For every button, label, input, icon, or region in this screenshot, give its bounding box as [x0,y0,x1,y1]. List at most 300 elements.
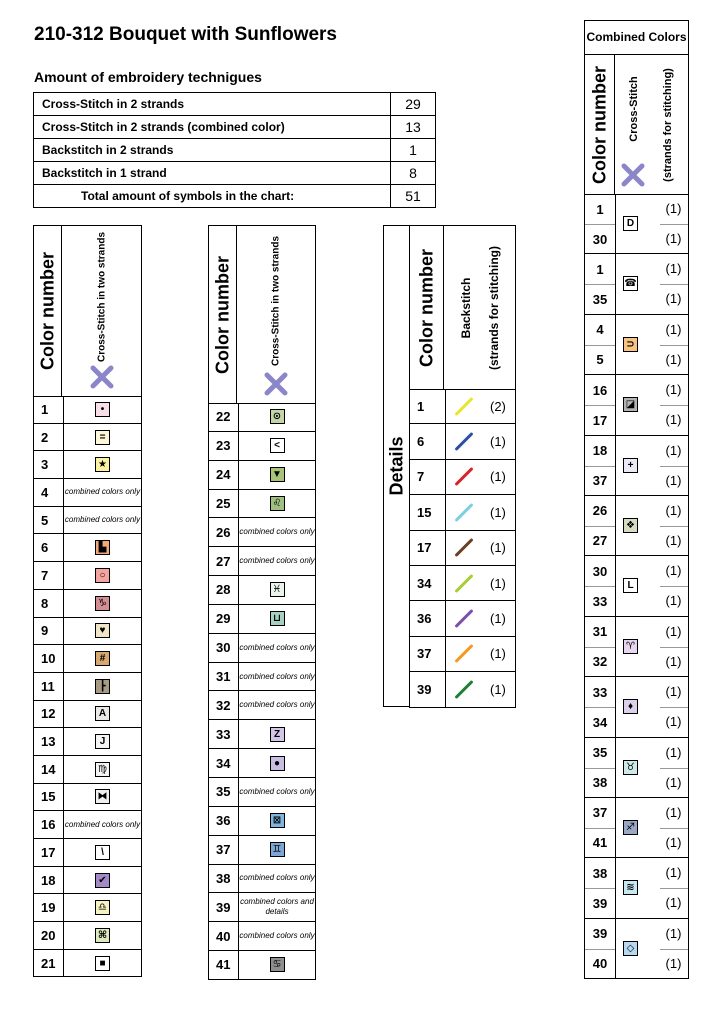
symbol-cell [238,432,315,460]
color-number: 35 [592,745,608,761]
table-row [208,461,316,490]
strand-count: (1) [665,804,682,820]
table-row [33,728,142,756]
table-row [208,807,316,836]
table-row [33,645,142,673]
color-number: 40 [592,956,608,972]
backstitch-cell [445,389,515,423]
backstitch-line-icon [454,538,473,557]
symbol-cell [63,424,141,451]
table-row [208,432,316,461]
symbol-cell [238,663,315,691]
combined-colors-header [584,20,689,55]
combined-colors-label: Combined Colors [586,30,687,44]
symbol-cell [63,534,141,561]
stitch-symbol-icon: ♊ [270,842,285,857]
symbol-cell [63,922,141,949]
backstitch-row [409,566,516,601]
cross-stitch-two-label: Cross-Stitch in two strands [270,235,282,366]
combined-row [584,436,689,496]
table-row [33,451,142,479]
backstitch-row [409,637,516,672]
color-number: 18 [592,443,608,459]
stitch-symbol-icon: J [95,734,110,749]
summary-label: Cross-Stitch in 2 strands [34,93,391,116]
strand-count: (1) [665,532,682,548]
stitch-symbol-icon: ♈ [623,639,638,654]
color-number: 15 [41,789,56,805]
backstitch-sub-label: (strands for stitching) [486,245,501,370]
stitch-symbol-icon: < [270,438,285,453]
symbol-cell [238,922,315,950]
symbol-cell [63,562,141,589]
stitch-symbol-icon: ♉ [623,760,638,775]
combined-note: combined colors only [239,873,315,883]
strand-count: (1) [665,714,682,730]
table1-stitch-header [61,225,142,397]
table-row [208,836,316,865]
color-number: 15 [417,504,432,520]
symbol-cell [63,645,141,672]
table2-color-number-header [208,225,237,404]
color-number: 17 [592,412,608,428]
symbol-cell [63,590,141,617]
strand-count: (1) [665,955,682,971]
backstitch-line-icon [454,467,473,486]
strand-count: (1) [665,744,682,760]
color-number: 24 [216,467,231,483]
color-number: 11 [41,678,55,694]
backstitch-line-icon [454,432,473,451]
table-row [33,396,142,424]
color-number: 14 [41,761,56,777]
color-number: 37 [216,842,231,858]
color-number: 25 [216,495,231,511]
stitch-symbol-icon: ♌ [270,496,285,511]
color-number: 33 [216,726,231,742]
table-row [33,950,142,978]
color-number-label: Color number [589,65,609,184]
color-number: 1 [417,398,425,414]
table1-rows [33,396,142,977]
stitch-symbol-icon: ◪ [623,397,638,412]
symbol-cell [63,507,141,534]
stitch-symbol-icon: ♦ [623,699,638,714]
summary-total-label: Total amount of symbols in the chart: [34,185,391,208]
table-row [33,424,142,452]
color-number: 17 [41,844,56,860]
color-number: 16 [592,382,608,398]
color-number: 4 [41,484,49,500]
table-row [33,479,142,507]
stitch-symbol-icon: ♥ [95,623,110,638]
color-number-label: Color number [37,251,57,371]
backstitch-row [409,495,516,530]
details-label: Details [386,436,406,496]
table-row [208,518,316,547]
strand-count: (1) [665,834,682,850]
stitch-symbol-icon: = [95,430,110,445]
combined-stitch-header [614,54,689,195]
table-row [208,951,316,980]
color-number: 38 [592,775,608,791]
strand-count: (1) [665,623,682,639]
summary-total-value: 51 [391,185,436,208]
strand-count: (1) [665,412,682,428]
stitch-symbol-icon: Z [270,727,285,742]
combined-row [584,919,689,979]
color-number: 27 [216,553,231,569]
details-header [383,225,410,707]
backstitch-line-icon [454,644,473,663]
symbol-cell [238,807,315,835]
strand-count: (1) [665,684,682,700]
symbol-cell [63,396,141,423]
strand-count: (1) [665,472,682,488]
techniques-subtitle: Amount of embroidery technigues [34,69,262,85]
color-number: 31 [216,669,231,685]
color-number: 12 [41,706,56,722]
stitch-symbol-icon: • [95,402,110,417]
symbol-cell [63,811,141,838]
combined-row [584,798,689,858]
backstitch-row [409,460,516,495]
color-number: 5 [41,512,49,528]
combined-row [584,858,689,918]
symbol-cell [238,893,315,921]
table-row [33,784,142,812]
table-row [208,778,316,807]
combined-note: combined colors only [239,931,315,941]
table-row [208,865,316,894]
strand-count: (1) [665,774,682,790]
symbol-cell [238,576,315,604]
color-number: 17 [417,540,432,556]
backstitch-cell [445,637,515,671]
table-row [208,547,316,576]
summary-row [34,139,436,162]
symbol-cell [63,673,141,700]
color-number: 39 [592,926,608,942]
table-row [208,605,316,634]
table-row [33,839,142,867]
backstitch-cell [445,672,515,706]
strand-count: (1) [665,231,682,246]
stitch-symbol-icon: ▼ [270,467,285,482]
strand-count: (1) [665,593,682,609]
color-number: 10 [41,651,56,667]
symbol-cell [238,836,315,864]
symbol-cell [63,701,141,728]
backstitch-rows [409,389,516,708]
strand-count: (1) [665,201,682,216]
stitch-symbol-icon: ♋ [270,957,285,972]
color-number: 35 [592,291,608,307]
color-number: 34 [592,714,608,730]
color-number: 37 [592,805,608,821]
strand-count: (1) [490,611,506,627]
table-row [33,894,142,922]
strand-count: (1) [490,646,506,662]
stitch-symbol-icon: ⊃ [623,337,638,352]
cross-stitch-two-label: Cross-Stitch in two strands [96,231,107,363]
color-number: 39 [216,899,231,915]
table-row [208,490,316,519]
stitch-symbol-icon: ⊠ [270,813,285,828]
color-number: 1 [596,201,604,217]
table2-stitch-header [236,225,316,404]
color-number: 6 [417,434,425,450]
color-number: 4 [596,322,604,338]
combined-note: combined colors only [239,642,315,652]
color-number: 7 [41,567,49,583]
summary-label: Backstitch in 2 strands [34,139,391,162]
symbol-cell [238,461,315,489]
color-number: 16 [41,817,56,833]
combined-row [584,556,689,616]
backstitch-cell [445,495,515,529]
color-number: 18 [41,872,56,888]
color-number: 40 [216,928,231,944]
strand-count: (1) [490,540,506,556]
cross-stitch-icon [620,162,646,188]
summary-value: 13 [391,116,436,139]
summary-value: 1 [391,139,436,162]
stitch-symbol-icon: ⊔ [270,611,285,626]
stitch-symbol-icon: ⧓ [95,789,110,804]
combined-row [584,254,689,314]
color-number: 1 [596,261,604,277]
strand-count: (1) [665,865,682,881]
summary-row [34,116,436,139]
color-number: 37 [417,646,432,662]
cross-stitch-icon [263,371,289,397]
symbol-cell [238,951,315,979]
strand-count: (1) [665,653,682,669]
table-row [33,507,142,535]
color-number: 35 [216,784,231,800]
stitch-symbol-icon: ★ [95,457,110,472]
backstitch-line-icon [454,680,473,699]
strand-count: (1) [665,291,682,307]
combined-note: combined colors only [239,671,315,681]
summary-row [34,162,436,185]
color-number: 33 [592,593,608,609]
combined-note: combined colors only [64,515,141,525]
stitch-symbol-icon: ◇ [623,941,638,956]
color-number: 22 [216,409,231,425]
cross-stitch-sub-label: (strands for stitching) [661,67,674,182]
color-number: 38 [592,865,608,881]
color-number: 36 [417,611,432,627]
backstitch-cell [445,601,515,635]
combined-row [584,738,689,798]
symbol-cell [238,749,315,777]
backstitch-color-number-header [409,225,444,390]
color-number: 26 [592,503,608,519]
color-number: 8 [41,595,49,611]
backstitch-row [409,531,516,566]
combined-row [584,496,689,556]
strand-count: (2) [490,398,506,414]
stitch-symbol-icon: ✔ [95,873,110,888]
symbol-cell [238,605,315,633]
backstitch-cell [445,460,515,494]
color-number: 7 [417,469,425,485]
color-number: 29 [216,611,231,627]
symbol-cell [63,839,141,866]
symbol-cell [63,728,141,755]
color-number: 27 [592,533,608,549]
stitch-symbol-icon: ♑ [95,596,110,611]
color-number: 21 [41,955,56,971]
color-number: 32 [592,654,608,670]
combined-note: combined colors only [64,819,141,829]
symbol-cell [238,865,315,893]
stitch-symbol-icon: L [623,578,638,593]
backstitch-line-icon [454,609,473,628]
color-number: 30 [592,231,608,247]
color-number: 31 [592,624,608,640]
stitch-symbol-icon: ┣ [95,679,110,694]
table-row [33,562,142,590]
backstitch-line-icon [454,574,473,593]
color-number: 36 [216,813,231,829]
color-number: 39 [592,895,608,911]
backstitch-row [409,601,516,636]
color-number: 19 [41,900,56,916]
combined-note: combined colors only [239,786,315,796]
color-number: 23 [216,438,231,454]
table-row [33,867,142,895]
strand-count: (1) [665,382,682,398]
cross-stitch-label: Cross-Stitch [627,75,640,142]
stitch-symbol-icon: ♍ [95,762,110,777]
color-number: 30 [216,640,231,656]
symbol-cell [63,784,141,811]
symbol-cell [238,634,315,662]
color-number: 39 [417,681,432,697]
symbol-cell [238,691,315,719]
summary-row [34,93,436,116]
summary-value: 8 [391,162,436,185]
stitch-symbol-icon: D [623,216,638,231]
stitch-symbol-icon: ♎ [95,900,110,915]
combined-note: combined colors only [64,487,141,497]
summary-table [33,92,436,208]
color-number: 1 [41,401,49,417]
backstitch-line-icon [454,503,473,522]
table-row [33,756,142,784]
color-number: 28 [216,582,231,598]
color-number: 3 [41,457,49,473]
combined-note: combined colors only [239,700,315,710]
table-row [33,618,142,646]
backstitch-label: Backstitch [458,277,473,338]
backstitch-row [409,424,516,459]
table-row [208,403,316,432]
symbol-cell [238,547,315,575]
table-row [208,691,316,720]
symbol-cell [63,894,141,921]
symbol-cell [238,403,315,431]
symbol-cell [63,479,141,506]
symbol-cell [238,490,315,518]
strand-count: (1) [490,469,506,485]
symbol-cell [238,518,315,546]
table-row [208,922,316,951]
strand-count: (1) [490,681,506,697]
symbol-cell [63,756,141,783]
color-number: 41 [592,835,608,851]
color-number: 9 [41,623,49,639]
symbol-cell [63,867,141,894]
table-row [208,663,316,692]
table-row [208,893,316,922]
stitch-symbol-icon: + [623,458,638,473]
stitch-symbol-icon: ♓ [270,582,285,597]
strand-count: (1) [665,351,682,367]
combined-row [584,194,689,254]
strand-count: (1) [665,925,682,941]
strand-count: (1) [490,575,506,591]
stitch-symbol-icon: ≋ [623,880,638,895]
symbol-cell [238,778,315,806]
summary-total-row [34,185,436,208]
symbol-cell [63,451,141,478]
combined-note: combined colors and details [240,897,314,917]
symbol-cell [238,720,315,748]
stitch-symbol-icon: ■ [95,956,110,971]
color-number: 33 [592,684,608,700]
table-row [33,673,142,701]
backstitch-row [409,389,516,424]
table-row [33,811,142,839]
color-number: 6 [41,540,49,556]
color-number: 13 [41,734,56,750]
table-row [33,701,142,729]
cross-stitch-icon [89,364,115,390]
color-number: 38 [216,870,231,886]
strand-count: (1) [665,442,682,458]
color-number: 34 [417,575,432,591]
stitch-symbol-icon: ⌘ [95,928,110,943]
strand-count: (1) [665,261,682,277]
summary-label: Backstitch in 1 strand [34,162,391,185]
color-number: 26 [216,524,231,540]
stitch-symbol-icon: ❖ [623,518,638,533]
backstitch-line-icon [454,397,473,416]
color-number: 30 [592,563,608,579]
color-number: 20 [41,927,56,943]
strand-count: (1) [665,563,682,579]
combined-row [584,677,689,737]
stitch-symbol-icon: A [95,706,110,721]
table-row [208,720,316,749]
backstitch-row [409,672,516,707]
backstitch-cell [445,531,515,565]
backstitch-cell [445,566,515,600]
combined-row [584,375,689,435]
stitch-symbol-icon: ♐ [623,820,638,835]
combined-row [584,617,689,677]
color-number: 37 [592,473,608,489]
color-number: 34 [216,755,231,771]
stitch-symbol-icon: ☎ [624,278,637,290]
strand-count: (1) [665,502,682,518]
stitch-symbol-icon: \ [95,845,110,860]
combined-note: combined colors only [239,556,315,566]
